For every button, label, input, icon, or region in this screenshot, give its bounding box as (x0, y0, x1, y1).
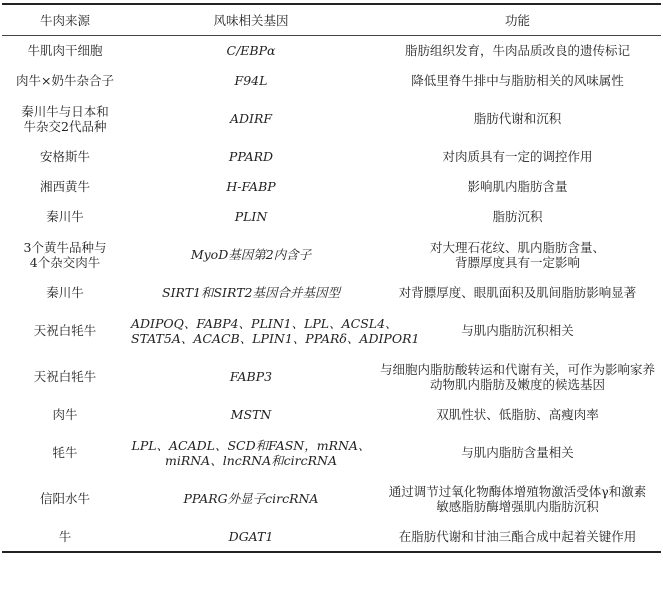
gene-cell-line: MSTN (230, 407, 272, 422)
source-cell-line: 牛杂交2代品种 (23, 118, 107, 134)
gene-cell-line: PPARD (228, 149, 274, 164)
gene-cell-line: C/EBPα (226, 43, 276, 59)
gene-cell (128, 278, 374, 308)
function-cell-line: 敏感脂肪酶增强肌内脂肪沉积 (436, 498, 599, 514)
source-cell-line: 天祝白牦牛 (33, 323, 97, 338)
function-cell-line: 对大理石花纹、肌内脂肪含量、 (429, 239, 605, 255)
function-cell (374, 400, 661, 430)
function-cell (374, 476, 661, 522)
function-cell-line: 双肌性状、低脂肪、高瘦肉率 (436, 407, 599, 422)
source-cell (2, 36, 128, 66)
gene-cell-line: PLIN (234, 209, 268, 224)
source-cell (2, 354, 128, 400)
gene-cell (128, 172, 374, 202)
function-cell (374, 232, 661, 278)
table-row (2, 476, 661, 522)
table-row (2, 142, 661, 172)
table-row (2, 96, 661, 142)
function-cell (374, 522, 661, 552)
source-cell-line: 肉牛 (52, 407, 78, 422)
function-cell-line: 与细胞内脂肪酸转运和代谢有关，可作为影响家养 (379, 361, 655, 377)
source-cell-line: 秦川牛 (46, 285, 84, 300)
gene-cell-line: STAT5A、ACACB、LPIN1、PPARδ、ADIPOR1 (131, 330, 420, 346)
table-row (2, 36, 661, 66)
gene-cell (128, 36, 374, 66)
source-cell-line: 3个黄牛品种与 (23, 239, 107, 255)
table-row (2, 66, 661, 96)
header-function: 功能 (374, 4, 661, 36)
gene-cell-line: DGAT1 (228, 528, 274, 544)
source-cell (2, 66, 128, 96)
gene-cell-line: miRNA、lncRNA和circRNA (164, 452, 337, 468)
source-cell-line: 牦牛 (52, 445, 78, 460)
table-row (2, 232, 661, 278)
function-cell-line: 动物肌内脂肪及嫩度的候选基因 (429, 376, 605, 392)
table-row (2, 354, 661, 400)
gene-cell (128, 202, 374, 232)
function-cell (374, 278, 661, 308)
function-cell-line: 与肌内脂肪含量相关 (461, 445, 574, 460)
table-header (2, 4, 661, 36)
source-cell-line: 牛肌肉干细胞 (27, 43, 103, 59)
gene-cell (128, 308, 420, 354)
source-cell (2, 232, 128, 278)
gene-cell-line: FABP3 (229, 369, 273, 384)
function-cell-line: 通过调节过氧化物酶体增殖物激活受体γ和激素 (388, 483, 647, 499)
gene-cell-line: PPARG外显子circRNA (183, 491, 319, 506)
table-row (2, 202, 661, 232)
source-cell (2, 202, 128, 232)
source-cell-line: 肉牛×奶牛杂合子 (16, 73, 114, 88)
gene-cell (128, 66, 374, 96)
table-row (2, 430, 661, 476)
function-cell-line: 脂肪沉积 (492, 209, 543, 224)
function-cell (374, 202, 661, 232)
function-cell-line: 对肉质具有一定的调控作用 (442, 149, 593, 164)
function-cell-line: 对背膘厚度、眼肌面积及肌间脂肪影响显著 (398, 285, 637, 300)
function-cell-line: 在脂肪代谢和甘油三酯合成中起着关键作用 (398, 528, 637, 544)
gene-cell (128, 476, 374, 522)
gene-cell (128, 232, 374, 278)
gene-cell (128, 400, 374, 430)
gene-cell-line: F94L (234, 73, 268, 88)
source-cell (2, 430, 128, 476)
function-cell-line: 脂肪组织发育，牛肉品质改良的遗传标记 (404, 43, 630, 59)
source-cell (2, 308, 128, 354)
source-cell-line: 天祝白牦牛 (33, 369, 97, 384)
function-cell (374, 172, 661, 202)
source-cell (2, 278, 128, 308)
function-cell-line: 降低里脊牛排中与脂肪相关的风味属性 (411, 73, 624, 88)
table-row (2, 278, 661, 308)
source-cell-line: 安格斯牛 (39, 149, 90, 164)
source-cell (2, 172, 128, 202)
function-cell (374, 96, 661, 142)
gene-cell-line: SIRT1和SIRT2基因合并基因型 (162, 285, 340, 300)
gene-cell-line: H-FABP (226, 179, 276, 194)
function-cell-line: 与肌内脂肪沉积相关 (461, 323, 574, 338)
function-cell-line: 背膘厚度具有一定影响 (454, 254, 580, 270)
table-row (2, 308, 661, 354)
header-source: 牛肉来源 (2, 4, 128, 36)
source-cell (2, 400, 128, 430)
function-cell (374, 430, 661, 476)
gene-cell (128, 522, 374, 552)
table-body (2, 36, 661, 552)
source-cell-line: 湘西黄牛 (39, 179, 90, 194)
table-row (2, 172, 661, 202)
source-cell-line: 4个杂交肉牛 (29, 254, 101, 270)
function-cell-line: 影响肌内脂肪含量 (467, 179, 568, 194)
gene-cell-line: MyoD基因第2内含子 (190, 247, 312, 262)
source-cell (2, 96, 128, 142)
table-row (2, 400, 661, 430)
gene-table (2, 3, 661, 553)
gene-cell-line: ADIPOQ、FABP4、PLIN1、LPL、ACSL4、 (131, 315, 398, 331)
gene-cell (128, 354, 374, 400)
header-gene: 风味相关基因 (128, 4, 374, 36)
source-cell-line: 牛 (58, 528, 72, 544)
gene-cell-line: LPL、ACADL、SCD和FASN，mRNA、 (131, 437, 371, 453)
source-cell (2, 476, 128, 522)
source-cell (2, 142, 128, 172)
function-cell (374, 36, 661, 66)
function-cell (374, 66, 661, 96)
header-row (2, 4, 661, 36)
table-row (2, 522, 661, 552)
function-cell-line: 脂肪代谢和沉积 (473, 111, 562, 126)
source-cell-line: 信阳水牛 (39, 491, 90, 506)
gene-cell (128, 142, 374, 172)
gene-cell (128, 96, 374, 142)
source-cell-line: 秦川牛与日本和 (21, 103, 109, 119)
source-cell (2, 522, 128, 552)
gene-cell-line: ADIRF (229, 111, 273, 126)
gene-cell (128, 430, 374, 476)
function-cell (374, 354, 661, 400)
source-cell-line: 秦川牛 (46, 209, 84, 224)
function-cell (374, 142, 661, 172)
